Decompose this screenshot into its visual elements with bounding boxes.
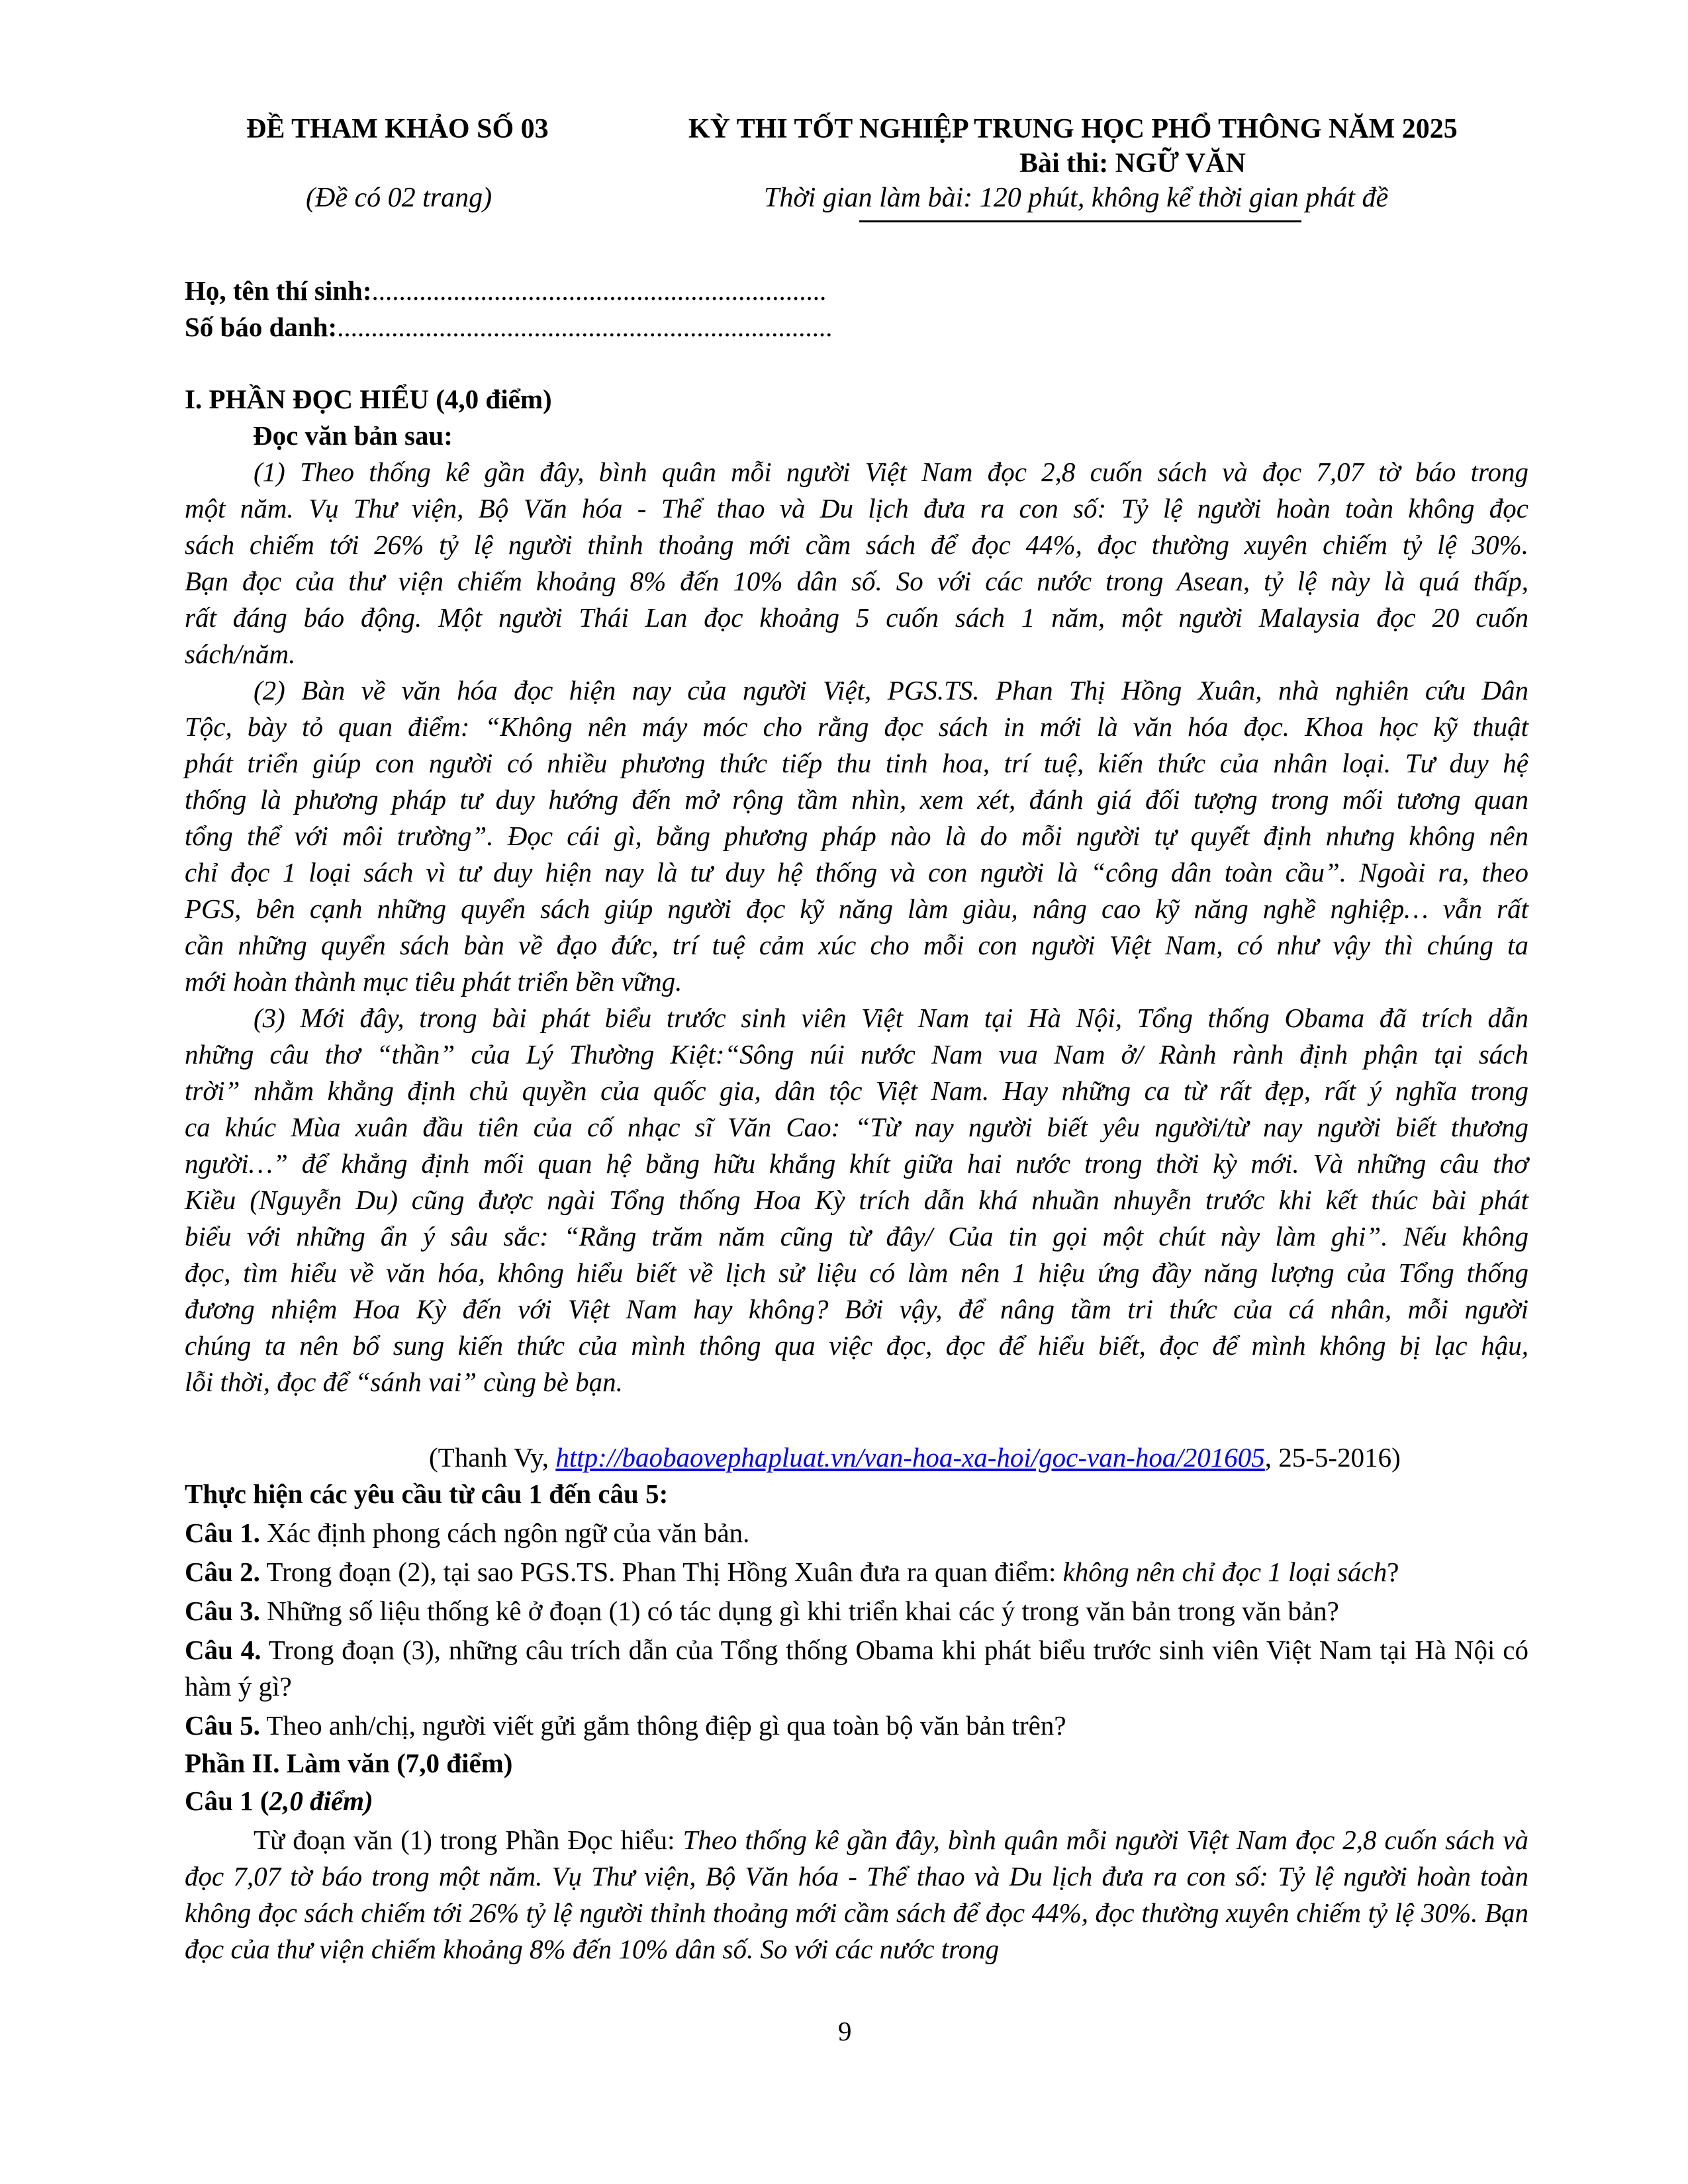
passage-line: cần những quyển sách bàn về đạo đức, trí tuệ cảm xúc cho mỗi con người Việt Nam, có như vậy thì chúng ta xyxy=(185,930,1528,960)
part2-question-1-text xyxy=(185,1822,1528,1968)
part2-question-1-label xyxy=(185,1783,1528,1819)
reading-passage xyxy=(185,454,1528,1400)
question-2 xyxy=(185,1554,1528,1590)
candidate-name-row xyxy=(185,273,826,309)
passage-line: chúng ta nên bổ sung kiến thức của mình thông qua việc đọc, đọc để hiểu biết, đọc để mình không bị lạc hậu, xyxy=(185,1330,1528,1361)
source-author: (Thanh Vy, xyxy=(429,1442,556,1473)
tasks-heading: Thực hiện các yêu cầu từ câu 1 đến câu 5: xyxy=(185,1479,669,1509)
passage-line: PGS, bên cạnh những quyển sách giúp người đọc kỹ năng làm giàu, nâng cao kỹ năng nghề nghiệp… vẫn rất xyxy=(185,893,1528,924)
passage-line: đọc, tìm hiểu về văn hóa, không hiểu biết về lịch sử liệu có làm nên 1 hiệu ứng đầy năng lượng của Tổng thống xyxy=(185,1257,1528,1288)
reading-paragraph-1 xyxy=(185,454,1528,672)
question-text: Trong đoạn (2), tại sao PGS.TS. Phan Thị Hồng Xuân đưa ra quan điểm: xyxy=(259,1557,1063,1587)
passage-line: Kiều (Nguyễn Du) cũng được ngài Tổng thống Hoa Kỳ trích dẫn khá nhuần nhuyễn trước khi kết thúc bài phát xyxy=(185,1185,1528,1215)
passage-line: trời” nhằm khẳng định chủ quyền của quốc gia, dân tộc Việt Nam. Hay những ca từ rất đẹp, rất ý nghĩa trong xyxy=(185,1075,1528,1106)
passage-line: rất đáng báo động. Một người Thái Lan đọc khoảng 5 cuốn sách 1 năm, một người Malaysia đọc 20 cuốn xyxy=(185,602,1528,633)
part2-q1-quote: Theo thống kê gần đây, bình quân mỗi người Việt Nam đọc 2,8 cuốn sách và đọc 7,07 tờ báo trong một năm. Vụ Thư viện, Bộ Văn hóa - Thể thao và Du lịch đưa ra con số: Tỷ lệ người hoàn toàn không đọc sách chiếm tới 26% tỷ lệ người thỉnh thoảng mới cầm sách để đọc 44%, đọc thường xuyên chiếm tỷ lệ 30%. Bạn đọc của thư viện chiếm khoảng 8% đến 10% dân số. So với các nước trong xyxy=(185,1825,1528,1964)
source-link[interactable]: http://baobaovephapluat.vn/van-hoa-xa-hoi/goc-van-hoa/201605 xyxy=(555,1442,1265,1473)
candidate-name-label: Họ, tên thí sinh: xyxy=(185,275,372,306)
passage-line: lỗi thời, đọc để “sánh vai” cùng bè bạn. xyxy=(185,1367,623,1397)
question-5 xyxy=(185,1707,1528,1744)
question-tail: ? xyxy=(1387,1557,1399,1587)
reading-paragraph-2 xyxy=(185,672,1528,1000)
passage-line: chỉ đọc 1 loại sách vì tư duy hiện nay là tư duy hệ thống và con người là “công dân toàn cầu”. Ngoài ra, theo xyxy=(185,857,1528,887)
question-label: Câu 3. xyxy=(185,1596,260,1626)
passage-line: thống là phương pháp tư duy hướng đến mở rộng tầm nhìn, xem xét, đánh giá đối tượng trong mối tương quan xyxy=(185,784,1528,815)
question-text: Xác định phong cách ngôn ngữ của văn bản. xyxy=(259,1518,750,1548)
reading-intro: Đọc văn bản sau: xyxy=(253,420,453,451)
passage-line: đương nhiệm Hoa Kỳ đến với Việt Nam hay không? Bởi vậy, để nâng tầm tri thức của cá nhân, mỗi người xyxy=(185,1294,1528,1324)
passage-line: tổng thể với môi trường”. Đọc cái gì, bằng phương pháp nào là do mỗi người tự quyết định nhưng không nên xyxy=(185,821,1528,851)
passage-line: (1) Theo thống kê gần đây, bình quân mỗi người Việt Nam đọc 2,8 cuốn sách và đọc 7,07 tờ báo trong xyxy=(254,457,1528,487)
passage-line: Tộc, bày tỏ quan điểm: “Không nên máy móc cho rằng đọc sách in mới là văn hóa đọc. Khoa học kỹ thuật xyxy=(185,711,1528,742)
question-text: Những số liệu thống kê ở đoạn (1) có tác dụng gì khi triển khai các ý trong văn bản trong văn bản? xyxy=(259,1596,1339,1626)
question-3 xyxy=(185,1593,1528,1629)
passage-line: sách chiếm tới 26% tỷ lệ người thỉnh thoảng mới cầm sách để đọc 44%, đọc thường xuyên chiếm tỷ lệ 30%. xyxy=(185,529,1528,560)
question-label: Câu 4. xyxy=(185,1635,261,1665)
exam-title: KỲ THI TỐT NGHIỆP TRUNG HỌC PHỔ THÔNG NĂM 2025 xyxy=(688,114,1458,144)
exam-code: ĐỀ THAM KHẢO SỐ 03 xyxy=(246,114,549,144)
source-date: , 25-5-2016) xyxy=(1264,1442,1401,1473)
passage-line: Bạn đọc của thư viện chiếm khoảng 8% đến 10% dân số. So với các nước trong Asean, tỷ lệ này là quá thấp, xyxy=(185,566,1528,596)
question-text: Trong đoạn (3), những câu trích dẫn của Tổng thống Obama khi phát biểu trước sinh viên Việt Nam tại Hà Nội có hàm ý gì? xyxy=(185,1635,1529,1702)
passage-line: sách/năm. xyxy=(185,639,296,669)
header-underline xyxy=(859,220,1301,222)
page-count-note: (Đề có 02 trang) xyxy=(306,183,492,213)
passage-line: ca khúc Mùa xuân đầu tiên của cố nhạc sĩ Văn Cao: “Từ nay người biết yêu người/từ nay người biết thương xyxy=(185,1112,1528,1142)
passage-line: một năm. Vụ Thư viện, Bộ Văn hóa - Thể thao và Du lịch đưa ra con số: Tỷ lệ người hoàn toàn không đọc xyxy=(185,493,1528,523)
question-quote: không nên chỉ đọc 1 loại sách xyxy=(1062,1557,1387,1587)
passage-line: (3) Mới đây, trong bài phát biểu trước sinh viên Việt Nam tại Hà Nội, Tổng thống Obama đã trích dẫn xyxy=(254,1003,1528,1033)
question-label: Câu 5. xyxy=(185,1710,260,1741)
candidate-id-label: Số báo danh: xyxy=(185,312,338,342)
passage-line: những câu thơ “thần” của Lý Thường Kiệt:“Sông núi nước Nam vua Nam ở/ Rành rành định phận tại sách xyxy=(185,1039,1528,1069)
question-label: Câu 2. xyxy=(185,1557,260,1587)
part2-heading: Phần II. Làm văn (7,0 điểm) xyxy=(185,1748,513,1778)
source-citation xyxy=(429,1439,1401,1476)
part2-q1-label: Câu 1 ( xyxy=(185,1786,269,1816)
page-number: 9 xyxy=(838,2016,852,2046)
passage-line: (2) Bàn về văn hóa đọc hiện nay của người Việt, PGS.TS. Phan Thị Hồng Xuân, nhà nghiên cứu Dân xyxy=(254,675,1528,705)
passage-line: mới hoàn thành mục tiêu phát triển bền vững. xyxy=(185,966,682,997)
part1-heading: I. PHẦN ĐỌC HIỂU (4,0 điểm) xyxy=(185,384,552,414)
reading-paragraph-3 xyxy=(185,1000,1528,1400)
candidate-id-field[interactable]: ......................................................................... xyxy=(337,312,833,342)
passage-line: phát triển giúp con người có nhiều phương thức tiếp thu tinh hoa, trí tuệ, kiến thức của nhân loại. Tư duy hệ xyxy=(185,748,1528,778)
question-label: Câu 1. xyxy=(185,1518,260,1548)
question-text: Theo anh/chị, người viết gửi gắm thông điệp gì qua toàn bộ văn bản trên? xyxy=(259,1710,1066,1741)
passage-line: biểu với những ẩn ý sâu sắc: “Rằng trăm năm cũng từ đây/ Của tin gọi một chút này làm ghi”. Nếu không xyxy=(185,1221,1528,1251)
question-4 xyxy=(185,1632,1528,1705)
part2-q1-points: 2,0 điểm) xyxy=(269,1786,373,1816)
part2-q1-intro: Từ đoạn văn (1) trong Phần Đọc hiểu: xyxy=(254,1825,683,1855)
time-note: Thời gian làm bài: 120 phút, không kể thời gian phát đề xyxy=(764,183,1389,213)
question-1 xyxy=(185,1515,1528,1551)
subject-title: Bài thi: NGỮ VĂN xyxy=(1019,148,1246,179)
candidate-id-row xyxy=(185,309,832,345)
passage-line: người…” để khẳng định mối quan hệ bằng hữu khắng khít giữa hai nước trong thời kỳ mới. Và những câu thơ xyxy=(185,1148,1528,1179)
questions-block xyxy=(185,1476,1528,1968)
candidate-name-field[interactable]: ................................................................... xyxy=(371,275,827,306)
